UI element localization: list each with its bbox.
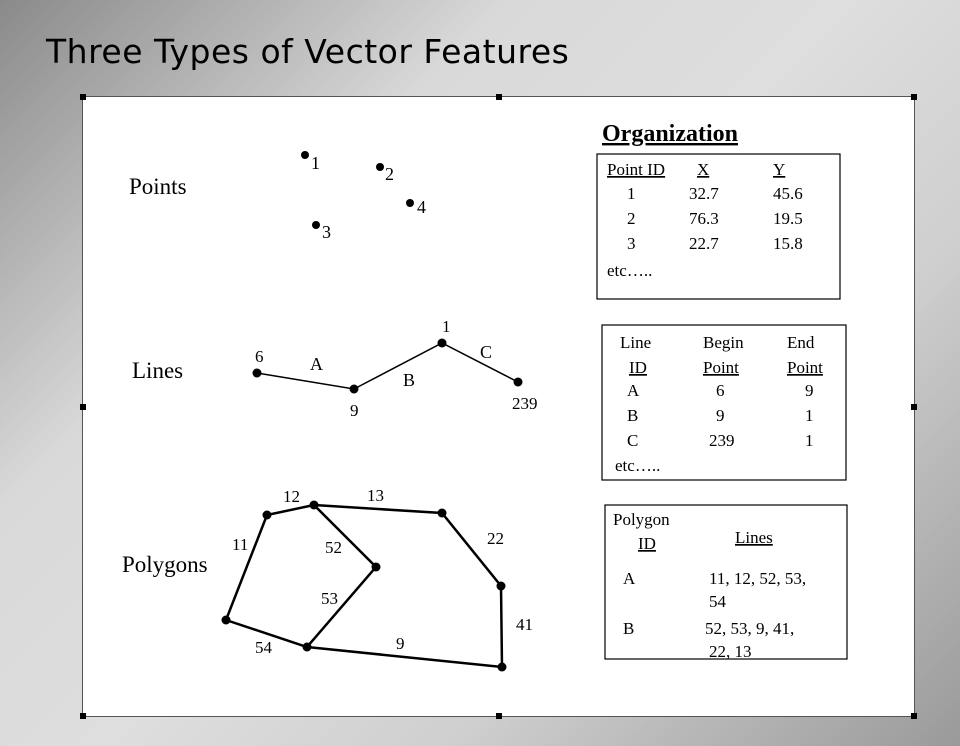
polygons-diagram [222, 486, 534, 672]
points-table-cell: 3 [627, 234, 636, 253]
polygons-table-header: Polygon [613, 510, 670, 529]
polygon-vertex [497, 582, 506, 591]
lines-table-header: ID [629, 358, 647, 377]
polygon-vertex [498, 663, 507, 672]
polygons-table-header: ID [638, 534, 656, 553]
lines-table-header: Line [620, 333, 652, 352]
point-label: 1 [311, 153, 320, 173]
polygons-table-cell: A [623, 569, 636, 588]
figure-canvas [83, 97, 916, 718]
vector-features-figure [82, 96, 915, 717]
resize-handle[interactable] [911, 404, 917, 410]
polygon-line-label: 11 [232, 535, 249, 554]
resize-handle[interactable] [80, 404, 86, 410]
lines-table-cell: A [627, 381, 640, 400]
section-points-label: Points [129, 174, 187, 199]
resize-handle[interactable] [496, 713, 502, 719]
lines-table-cell: 1 [805, 406, 814, 425]
node-label: 6 [255, 347, 264, 366]
polygon-line-label: 53 [321, 589, 338, 608]
line-node [438, 339, 447, 348]
polygon-vertex [263, 511, 272, 520]
slide-title: Three Types of Vector Features [46, 32, 570, 71]
resize-handle[interactable] [911, 713, 917, 719]
points-diagram [301, 151, 426, 242]
lines-table-header: End [787, 333, 815, 352]
lines-table-cell: 239 [709, 431, 735, 450]
lines-table-cell: 9 [716, 406, 725, 425]
points-table-cell: 1 [627, 184, 636, 203]
polygon-vertex [438, 509, 447, 518]
polygons-table-cell: 52, 53, 9, 41, [705, 619, 795, 638]
lines-table-cell: 9 [805, 381, 814, 400]
points-table-header: X [697, 160, 710, 179]
polygons-table-cell: 22, 13 [709, 642, 752, 661]
polygons-table-header: Lines [735, 528, 773, 547]
lines-diagram [253, 317, 538, 420]
polygon-vertex [372, 563, 381, 572]
polygons-table-cell: 54 [709, 592, 726, 611]
lines-table-cell: 6 [716, 381, 725, 400]
points-table-header: Point ID [607, 160, 666, 179]
polygons-table [605, 505, 847, 661]
lines-table [602, 325, 846, 480]
segment-label: B [403, 370, 416, 390]
resize-handle[interactable] [80, 94, 86, 100]
lines-table-cell: C [627, 431, 639, 450]
points-table-cell: 2 [627, 209, 636, 228]
points-table [597, 154, 840, 299]
resize-handle[interactable] [911, 94, 917, 100]
points-table-cell: 45.6 [773, 184, 803, 203]
point-marker [406, 199, 414, 207]
polygons-table-cell: B [623, 619, 635, 638]
points-table-cell: 15.8 [773, 234, 803, 253]
lines-table-header: Point [787, 358, 823, 377]
polygon-line-label: 12 [283, 487, 300, 506]
polygon-line-label: 52 [325, 538, 342, 557]
polygon-a-outline [226, 505, 376, 647]
point-marker [312, 221, 320, 229]
lines-table-cell: 1 [805, 431, 814, 450]
polygon-line-label: 9 [396, 634, 405, 653]
node-label: 239 [512, 394, 538, 413]
line-node [514, 378, 523, 387]
lines-table-cell: B [627, 406, 639, 425]
points-table-header: Y [773, 160, 786, 179]
resize-handle[interactable] [80, 713, 86, 719]
line-node [253, 369, 262, 378]
polygons-table-cell: 11, 12, 52, 53, [709, 569, 807, 588]
point-label: 3 [322, 222, 331, 242]
lines-table-header: Begin [703, 333, 744, 352]
points-table-cell: 76.3 [689, 209, 719, 228]
segment-label: C [480, 342, 493, 362]
polygon-vertex [310, 501, 319, 510]
polygon-b-outline [307, 505, 502, 667]
point-marker [376, 163, 384, 171]
organization-heading: Organization [602, 121, 738, 147]
polygon-line-label: 41 [516, 615, 533, 634]
polygon-line-label: 13 [367, 486, 384, 505]
segment-label: A [310, 354, 323, 374]
lines-table-etc: etc….. [615, 456, 661, 475]
point-label: 2 [385, 164, 394, 184]
polygon-line-label: 54 [255, 638, 272, 657]
points-table-etc: etc….. [607, 261, 653, 280]
points-table-cell: 19.5 [773, 209, 803, 228]
polygon-vertex [222, 616, 231, 625]
node-label: 1 [442, 317, 451, 336]
line-node [350, 385, 359, 394]
points-table-cell: 22.7 [689, 234, 719, 253]
section-polygons-label: Polygons [122, 552, 208, 577]
line-path [257, 343, 518, 389]
lines-table-header: Point [703, 358, 739, 377]
node-label: 9 [350, 401, 359, 420]
resize-handle[interactable] [496, 94, 502, 100]
point-label: 4 [417, 197, 426, 217]
point-marker [301, 151, 309, 159]
polygon-line-label: 22 [487, 529, 504, 548]
points-table-cell: 32.7 [689, 184, 719, 203]
section-lines-label: Lines [132, 358, 184, 383]
polygon-vertex [303, 643, 312, 652]
